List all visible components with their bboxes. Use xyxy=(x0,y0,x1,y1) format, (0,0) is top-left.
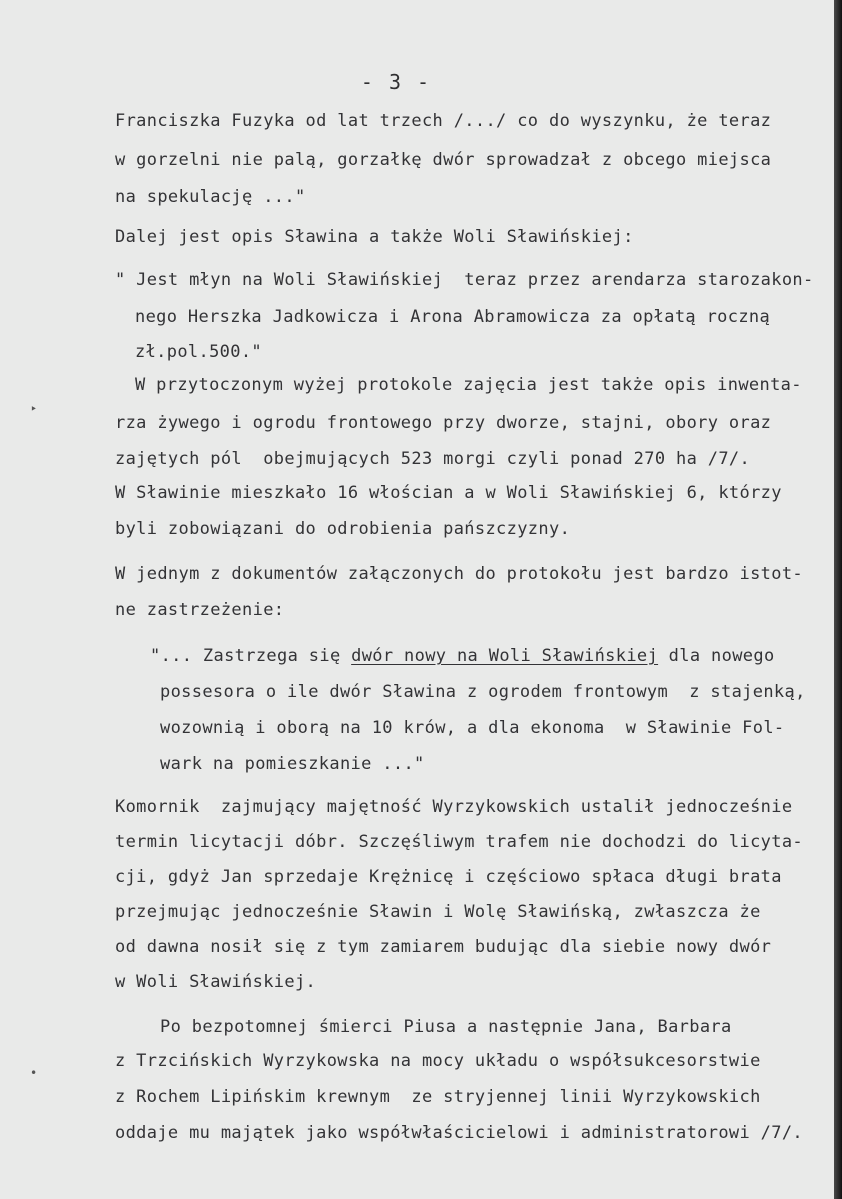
text-line: Po bezpotomnej śmierci Piusa a następnie Jana, Barbara xyxy=(160,1017,732,1037)
text-line: ne zastrzeżenie: xyxy=(115,600,285,620)
margin-mark: ‣ xyxy=(30,402,38,416)
text-line: oddaje mu majątek jako współwłaścicielowi i administratorowi /7/. xyxy=(115,1123,804,1143)
margin-mark: • xyxy=(30,1066,38,1080)
text-line: termin licytacji dóbr. Szczęśliwym trafem nie dochodzi do licyta- xyxy=(115,832,804,852)
quote-line: nego Herszka Jadkowicza i Arona Abramowicza za opłatą roczną xyxy=(135,307,771,327)
quote-line: possesora o ile dwór Sławina z ogrodem frontowym z stajenką, xyxy=(160,682,806,702)
text-line: na spekulację ..." xyxy=(115,187,306,207)
text-line: rza żywego i ogrodu frontowego przy dworze, stajni, obory oraz xyxy=(115,413,772,433)
text-line: od dawna nosił się z tym zamiarem budując dla siebie nowy dwór xyxy=(115,937,772,957)
text-line: zajętych pól obejmujących 523 morgi czyli ponad 270 ha /7/. xyxy=(115,449,751,469)
scan-edge xyxy=(834,0,842,1199)
quote-line: " Jest młyn na Woli Sławińskiej teraz przez arendarza starozakon- xyxy=(115,270,814,290)
page-number: - 3 - xyxy=(360,70,432,94)
text-line: Franciszka Fuzyka od lat trzech /.../ co do wyszynku, że teraz xyxy=(115,111,772,131)
text-line: w gorzelni nie palą, gorzałkę dwór sprowadzał z obcego miejsca xyxy=(115,150,772,170)
text-line: W Sławinie mieszkało 16 włościan a w Woli Sławińskiej 6, którzy xyxy=(115,483,782,503)
text-line: W jednym z dokumentów załączonych do protokołu jest bardzo istot- xyxy=(115,564,804,584)
text-line: byli zobowiązani do odrobienia pańszczyzny. xyxy=(115,519,571,539)
quote-text: dla nowego xyxy=(658,646,775,666)
text-line: Komornik zajmujący majętność Wyrzykowskich ustalił jednocześnie xyxy=(115,797,793,817)
text-line: przejmując jednocześnie Sławin i Wolę Sławińską, zwłaszcza że xyxy=(115,902,761,922)
quote-line: zł.pol.500." xyxy=(135,342,263,362)
quote-line: wozownią i oborą na 10 krów, a dla ekonoma w Sławinie Fol- xyxy=(160,718,785,738)
quote-line xyxy=(150,645,775,667)
text-line: W przytoczonym wyżej protokole zajęcia jest także opis inwenta- xyxy=(135,375,802,395)
text-line: z Rochem Lipińskim krewnym ze stryjennej linii Wyrzykowskich xyxy=(115,1087,761,1107)
text-line: w Woli Sławińskiej. xyxy=(115,972,317,992)
text-line: z Trzcińskich Wyrzykowska na mocy układu o współsukcesorstwie xyxy=(115,1051,761,1071)
text-line: Dalej jest opis Sławina a także Woli Sławińskiej: xyxy=(115,227,634,247)
quote-line: wark na pomieszkanie ..." xyxy=(160,754,425,774)
underlined-phrase: dwór nowy na Woli Sławińskiej xyxy=(351,646,659,666)
text-line: cji, gdyż Jan sprzedaje Krężnicę i częściowo spłaca długi brata xyxy=(115,867,782,887)
quote-text: "... Zastrzega się xyxy=(150,646,352,666)
